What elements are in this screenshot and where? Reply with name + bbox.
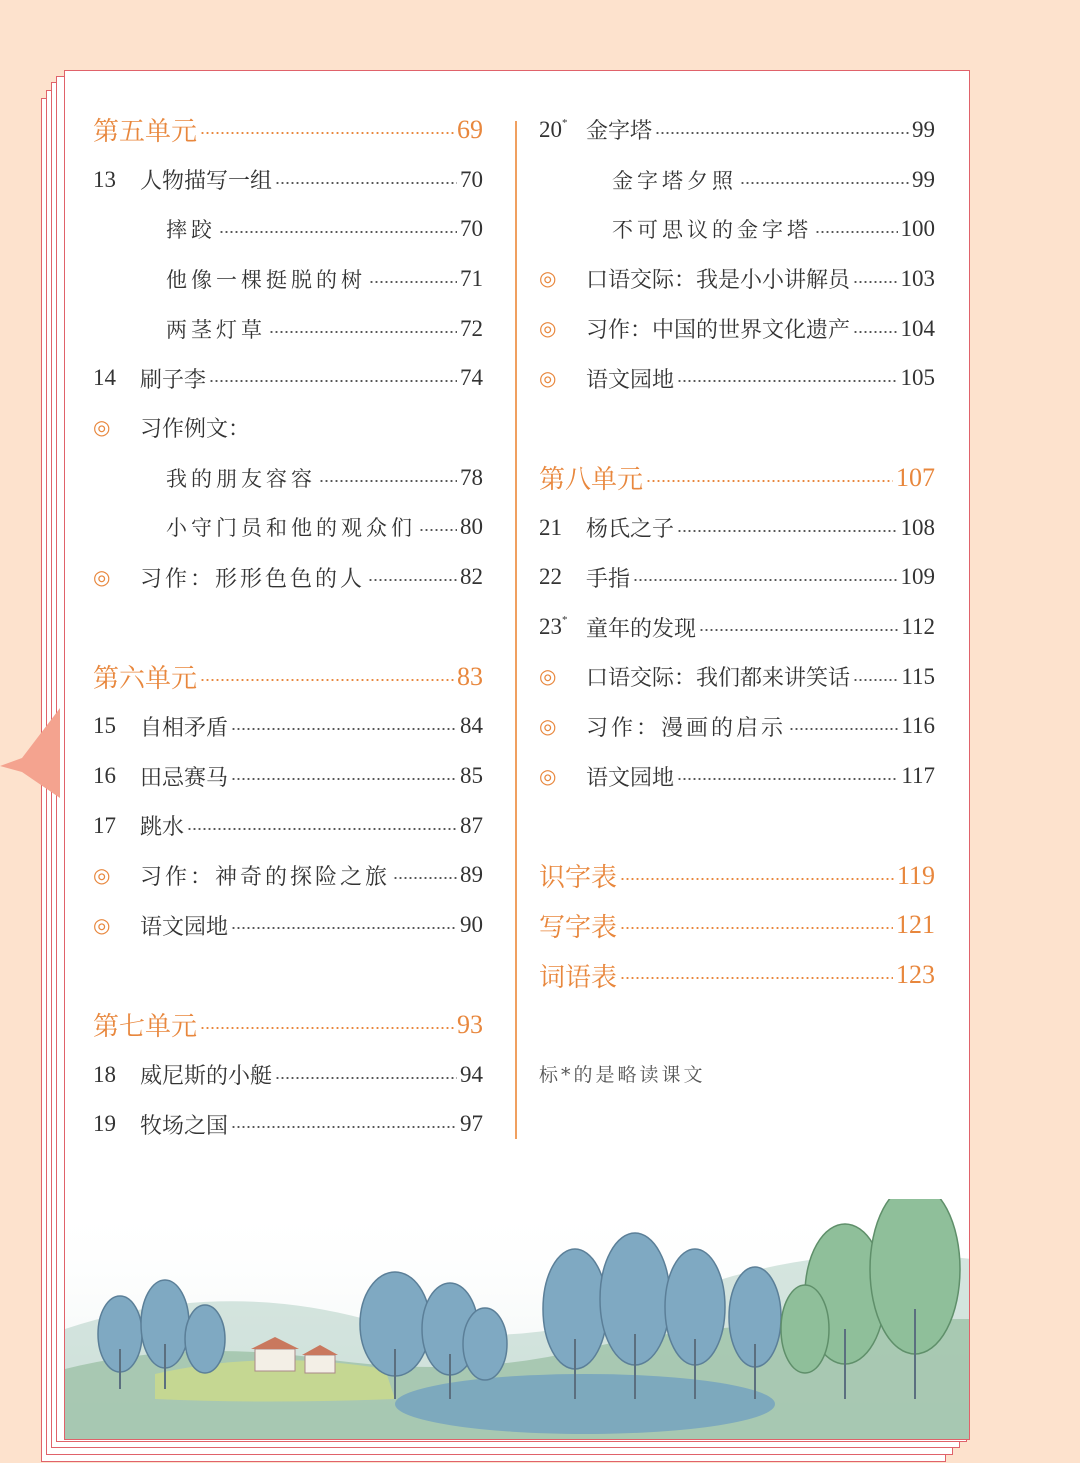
toc-entry[interactable] [93,304,483,354]
entry-title: 习作：形形色色的人 [140,566,366,592]
dot-leader [393,877,457,879]
page-number: 100 [900,216,935,242]
toc-unit-heading[interactable] [539,453,935,503]
page-number: 90 [460,912,483,938]
entry-title: 不可思议的金字塔 [612,218,812,243]
entry-title: 田忌赛马 [140,765,229,791]
dot-leader [275,1077,457,1079]
page-number: 99 [912,166,935,192]
page-number: 87 [460,812,483,838]
entry-title: 习作：漫画的启示 [586,715,787,741]
toc-unit-heading[interactable] [93,652,483,702]
dot-leader [655,132,909,134]
section-mark-icon: ◎ [93,914,111,937]
entry-title: 习作：中国的世界文化遗产 [586,318,851,344]
dot-leader [853,331,897,333]
toc-entry[interactable] [539,553,935,603]
dot-leader [699,629,898,631]
toc-entry[interactable] [539,105,935,155]
dot-leader [646,480,893,482]
dot-leader [740,182,909,184]
lesson-number: 17 [93,812,116,838]
section-gap [539,1000,935,1050]
entry-title: 语文园地 [586,765,675,791]
toc-entry[interactable] [93,353,483,403]
dot-leader [200,132,454,134]
unit-title: 词语表 [539,962,618,993]
toc-entry[interactable] [539,353,935,403]
dot-leader [200,679,454,681]
toc-entry[interactable] [539,702,935,752]
page-number: 84 [460,713,483,739]
dot-leader [815,231,898,233]
page-number: 103 [900,265,935,291]
lesson-number: 13 [93,166,116,192]
lesson-number: 20 [539,116,562,142]
page-number: 70 [460,216,483,242]
page-number: 121 [896,910,935,940]
page-number: 116 [901,713,935,739]
dot-leader [369,281,457,283]
toc-entry[interactable] [93,503,483,553]
toc-entry[interactable] [539,155,935,205]
toc-entry[interactable] [93,254,483,304]
entry-title: 金字塔夕照 [612,168,737,193]
dot-leader [269,331,457,333]
entry-title: 习作例文： [140,417,251,443]
toc-unit-heading[interactable] [93,1000,483,1050]
entry-title: 我的朋友容容 [166,466,316,491]
page-number: 83 [457,661,483,691]
page-number: 82 [460,564,483,590]
toc-entry[interactable] [539,204,935,254]
footnote-text: 标*的是略读课文 [539,1063,706,1086]
dot-leader [677,380,897,382]
dot-leader [319,480,457,482]
page-number: 117 [901,763,935,789]
skim-reading-star: * [562,614,568,627]
section-mark-icon: ◎ [539,318,557,341]
entry-title: 摔跤 [166,218,216,243]
toc-entry[interactable] [93,900,483,950]
page-number: 108 [900,514,935,540]
entry-title: 手指 [586,566,631,592]
entry-title: 刷子李 [140,367,207,393]
lesson-number-wrap [539,614,586,640]
page-number: 69 [457,114,483,144]
entry-title: 习作：神奇的探险之旅 [140,864,391,890]
dot-leader [219,231,457,233]
dot-leader [231,1126,457,1128]
skim-reading-star: * [562,117,568,130]
dot-leader [231,778,457,780]
section-mark-icon: ◎ [539,367,557,390]
entry-title: 童年的发现 [586,616,697,642]
unit-title: 写字表 [539,912,618,943]
entry-title: 跳水 [140,815,185,841]
dot-leader [677,778,898,780]
section-mark-icon: ◎ [539,715,557,738]
dot-leader [620,977,893,979]
section-gap [539,403,935,453]
dot-leader [187,828,457,830]
dot-leader [677,530,897,532]
dot-leader [853,679,898,681]
page-number: 115 [901,663,935,689]
unit-title: 第八单元 [539,465,644,496]
page-number: 105 [900,365,935,391]
dot-leader [633,579,897,581]
page-number: 74 [460,365,483,391]
toc-unit-heading[interactable] [539,851,935,901]
entry-title: 口语交际：我是小小讲解员 [586,268,851,294]
section-gap [93,950,483,1000]
toc-entry[interactable] [93,453,483,503]
section-mark-icon: ◎ [93,417,111,440]
entry-title: 两茎灯草 [166,317,266,342]
toc-entry[interactable] [539,503,935,553]
toc-page [64,70,970,1440]
lesson-number: 19 [93,1111,116,1137]
dot-leader [789,728,898,730]
entry-title: 口语交际：我们都来讲笑话 [586,666,851,692]
page-number: 93 [457,1009,483,1039]
toc-entry[interactable] [93,702,483,752]
entry-title: 金字塔 [586,119,653,145]
toc-right-column [539,105,935,1096]
page-number: 107 [896,462,935,492]
section-gap [93,602,483,652]
dot-leader [209,380,457,382]
toc-entry[interactable] [93,403,483,453]
page-number: 94 [460,1061,483,1087]
page-number: 119 [896,860,935,890]
lesson-number: 22 [539,564,562,590]
page-number: 70 [460,166,483,192]
toc-unit-heading[interactable] [539,950,935,1000]
lesson-number: 16 [93,763,116,789]
toc-entry[interactable] [93,801,483,851]
lesson-number-wrap [539,117,586,143]
landscape-illustration [65,1199,970,1439]
section-mark-icon: ◎ [539,666,557,689]
page-number: 85 [460,763,483,789]
section-gap [539,801,935,851]
section-mark-icon: ◎ [93,864,111,887]
toc-unit-heading[interactable] [93,105,483,155]
entry-title: 杨氏之子 [586,517,675,543]
page-number: 80 [460,514,483,540]
toc-left-column [93,105,483,1149]
toc-entry[interactable] [539,652,935,702]
unit-title: 第七单元 [93,1012,198,1043]
entry-title: 自相矛盾 [140,715,229,741]
dot-leader [275,182,457,184]
toc-entry[interactable] [539,304,935,354]
lesson-number: 23 [539,614,562,640]
page-number: 89 [460,862,483,888]
toc-entry[interactable] [539,602,935,652]
unit-title: 第六单元 [93,664,198,695]
page-number: 109 [900,564,935,590]
toc-entry[interactable] [93,1050,483,1100]
toc-entry[interactable] [93,155,483,205]
dot-leader [419,529,457,531]
dot-leader [620,927,893,929]
page-number: 112 [901,614,935,640]
dot-leader [231,927,457,929]
dot-leader [231,728,457,730]
entry-title: 他像一棵挺脱的树 [166,267,366,292]
page-number: 97 [460,1111,483,1137]
lesson-number: 18 [93,1061,116,1087]
toc-unit-heading[interactable] [539,901,935,951]
unit-title: 第五单元 [93,117,198,148]
toc-entry[interactable] [93,204,483,254]
section-mark-icon: ◎ [539,268,557,291]
lesson-number: 14 [93,365,116,391]
page-number: 72 [460,315,483,341]
dot-leader [368,579,457,581]
toc-entry[interactable] [539,254,935,304]
section-mark-icon: ◎ [93,566,111,589]
dot-leader [620,878,894,880]
entry-title: 小守门员和他的观众们 [166,516,416,541]
page-number: 104 [900,315,935,341]
page-number: 123 [896,960,935,990]
entry-title: 牧场之国 [140,1113,229,1139]
lesson-number: 21 [539,514,562,540]
toc-entry[interactable] [93,552,483,602]
toc-entry[interactable] [93,851,483,901]
page-number: 71 [460,265,483,291]
page-number: 99 [912,116,935,142]
dot-leader [853,281,897,283]
entry-title: 人物描写一组 [140,169,273,195]
entry-title: 威尼斯的小艇 [140,1064,273,1090]
page-number: 78 [460,464,483,490]
toc-entry[interactable] [93,1099,483,1149]
toc-entry[interactable] [93,751,483,801]
entry-title: 语文园地 [586,367,675,393]
section-mark-icon: ◎ [539,765,557,788]
lesson-number: 15 [93,713,116,739]
bookmark-ribbon-icon [0,708,60,798]
unit-title: 识字表 [539,863,618,894]
dot-leader [200,1027,454,1029]
toc-entry[interactable] [539,751,935,801]
column-divider [515,121,517,1139]
entry-title: 语文园地 [140,914,229,940]
